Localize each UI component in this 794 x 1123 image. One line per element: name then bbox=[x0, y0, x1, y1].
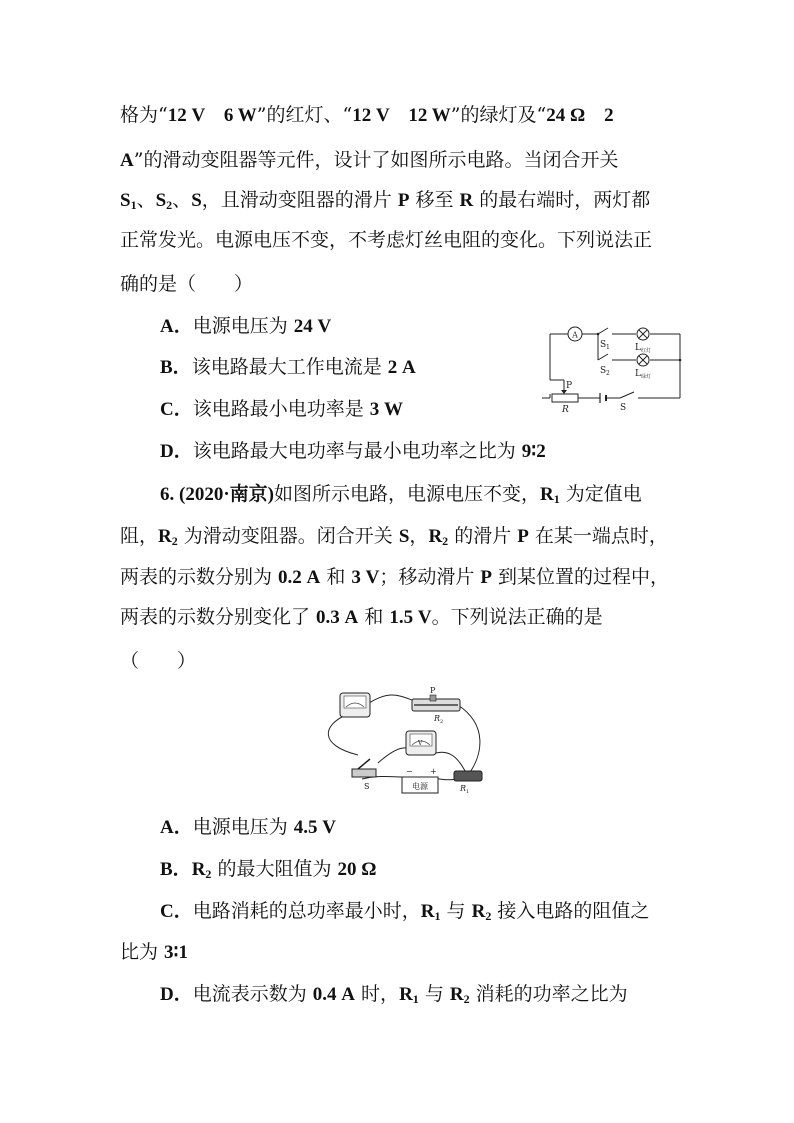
option-text: 的最大阻值为 bbox=[211, 858, 338, 880]
option-label: B． bbox=[160, 859, 192, 880]
q6-option-c[interactable] bbox=[160, 897, 649, 926]
symbol: R bbox=[471, 901, 486, 922]
text: ”的红灯、“ bbox=[256, 104, 353, 126]
symbol: R bbox=[459, 190, 474, 211]
q5-option-a[interactable] bbox=[160, 312, 331, 341]
q6-line-3 bbox=[120, 563, 669, 592]
option-text: 该电路最大工作电流是 bbox=[191, 356, 388, 378]
switch-s-label: S bbox=[620, 403, 627, 413]
text: 接入电路的阻值之 bbox=[491, 900, 650, 922]
text: 。下列说法正确的是 bbox=[431, 606, 603, 628]
q5-line-1 bbox=[120, 101, 614, 130]
text: 的最右端时，两灯都 bbox=[473, 189, 651, 211]
symbol: R bbox=[428, 526, 443, 547]
red-lamp-rating: 12 V 6 W bbox=[167, 105, 257, 126]
text: 格为“ bbox=[120, 104, 168, 126]
option-text: 电流表示数为 bbox=[192, 983, 313, 1005]
unit: A bbox=[120, 150, 134, 171]
option-label: A． bbox=[160, 817, 193, 838]
green-lamp-rating: 12 V 12 W bbox=[352, 105, 451, 126]
subscript: 2 bbox=[205, 867, 212, 881]
subscript: 2 bbox=[442, 534, 449, 548]
green-lamp-label: L bbox=[635, 369, 641, 379]
q6-option-b[interactable] bbox=[160, 855, 376, 884]
subscript: 1 bbox=[130, 198, 137, 212]
switch-s2-sub: 2 bbox=[606, 370, 610, 377]
q6-line-4 bbox=[120, 603, 603, 632]
text: 阻， bbox=[120, 525, 159, 547]
option-text: 该电路最大电功率与最小电功率之比为 bbox=[192, 440, 522, 462]
text: 、 bbox=[172, 189, 192, 211]
slider-p-label: P bbox=[566, 381, 573, 391]
slider-p-label: P bbox=[430, 686, 436, 695]
option-text: 电源电压为 bbox=[192, 816, 294, 838]
option-text: 电源电压为 bbox=[192, 315, 294, 337]
symbol: P bbox=[480, 567, 493, 588]
subscript: 1 bbox=[412, 992, 419, 1006]
value: 1.5 V bbox=[389, 607, 432, 628]
text: 比为 bbox=[120, 941, 165, 963]
text: 为定值电 bbox=[559, 483, 642, 505]
option-text: 该电路最小电功率是 bbox=[192, 398, 370, 420]
rheostat-r-label: R bbox=[562, 405, 569, 414]
circuit-diagram-q5 bbox=[540, 322, 690, 414]
r2-sub: 2 bbox=[440, 719, 444, 725]
value: 0.2 A bbox=[278, 567, 321, 588]
option-value: 0.4 A bbox=[312, 984, 356, 1005]
q6-option-a[interactable] bbox=[160, 813, 336, 842]
text: 和 bbox=[358, 606, 390, 628]
q5-line-3 bbox=[120, 186, 650, 215]
text: ，且滑动变阻器的滑片 bbox=[201, 189, 398, 211]
symbol: R bbox=[449, 984, 464, 1005]
text: 消耗的功率之比为 bbox=[469, 983, 628, 1005]
option-label: C． bbox=[160, 901, 193, 922]
option-label: C． bbox=[160, 399, 193, 420]
q6-line-1 bbox=[160, 480, 642, 509]
option-value: 24 V bbox=[293, 316, 332, 337]
symbol: P bbox=[517, 526, 529, 547]
q5-line-5: 确的是（ ） bbox=[120, 273, 254, 295]
q5-option-b[interactable] bbox=[160, 353, 416, 382]
text: 移至 bbox=[409, 189, 460, 211]
subscript: 2 bbox=[463, 992, 470, 1006]
option-value: 2 A bbox=[387, 357, 416, 378]
r2-label: R bbox=[434, 714, 441, 723]
text: 两表的示数分别变化了 bbox=[120, 606, 317, 628]
symbol: S bbox=[120, 190, 131, 211]
symbol: S bbox=[398, 526, 410, 547]
subscript: 1 bbox=[553, 492, 560, 506]
symbol: R bbox=[158, 526, 172, 547]
text: 的滑片 bbox=[448, 525, 518, 547]
red-lamp-label: L bbox=[635, 343, 641, 353]
ammeter-label: A bbox=[572, 330, 578, 340]
symbol: S bbox=[155, 190, 167, 211]
question-number-source: 6. (2020·南京) bbox=[160, 484, 274, 505]
red-lamp-sub: 红灯 bbox=[641, 348, 652, 354]
subscript: 2 bbox=[485, 909, 492, 923]
q5-option-c[interactable] bbox=[160, 395, 403, 424]
switch-s-label: S bbox=[364, 782, 370, 791]
switch-s1-sub: 1 bbox=[606, 344, 610, 351]
symbol: P bbox=[397, 190, 410, 211]
symbol: R bbox=[399, 984, 413, 1005]
text: ， bbox=[409, 525, 429, 547]
subscript: 1 bbox=[434, 909, 441, 923]
switch-s2-label: S bbox=[600, 366, 607, 376]
q6-option-d[interactable] bbox=[160, 980, 628, 1009]
subscript: 2 bbox=[171, 534, 178, 548]
symbol: R bbox=[420, 901, 435, 922]
option-label: D． bbox=[160, 441, 193, 462]
q5-line-4: 正常发光。电源电压不变，不考虑灯丝电阻的变化。下列说法正 bbox=[120, 229, 653, 251]
option-label: B． bbox=[160, 357, 192, 378]
text: 、 bbox=[136, 189, 156, 211]
option-value: 9∶2 bbox=[521, 441, 546, 462]
symbol: R bbox=[540, 484, 554, 505]
rheostat-rating: 24 Ω 2 bbox=[546, 105, 614, 126]
text: 与 bbox=[418, 983, 450, 1005]
symbol: S bbox=[191, 190, 202, 211]
voltmeter-label: V bbox=[418, 740, 423, 747]
text: 两表的示数分别为 bbox=[120, 566, 279, 588]
text: 在某一端点时， bbox=[528, 525, 668, 547]
text: ；移动滑片 bbox=[379, 566, 481, 588]
option-value: 20 Ω bbox=[337, 859, 377, 880]
text: 与 bbox=[440, 900, 472, 922]
text: 到某位置的过程中， bbox=[492, 566, 670, 588]
circuit-photo-illustration-q6 bbox=[318, 685, 486, 795]
text: ”的绿灯及“ bbox=[450, 104, 547, 126]
text: ”的滑动变阻器等元件，设计了如图所示电路。当闭合开关 bbox=[133, 149, 619, 171]
switch-s1-label: S bbox=[600, 340, 607, 350]
option-value: 3 W bbox=[369, 399, 404, 420]
green-lamp-sub: 绿灯 bbox=[641, 374, 652, 380]
option-label: A． bbox=[160, 316, 193, 337]
value: 3 V bbox=[351, 567, 380, 588]
r1-sub: 1 bbox=[466, 789, 470, 795]
text: 如图所示电路，电源电压不变， bbox=[274, 483, 541, 505]
q5-option-d[interactable] bbox=[160, 437, 546, 466]
option-label: D． bbox=[160, 984, 193, 1005]
q6-line-5: （ ） bbox=[120, 650, 197, 672]
text: 时， bbox=[355, 983, 400, 1005]
symbol: R bbox=[191, 859, 206, 880]
text: 为滑动变阻器。闭合开关 bbox=[177, 525, 399, 547]
battery-label: 电源 bbox=[412, 782, 428, 791]
battery-minus: − bbox=[406, 767, 413, 776]
text: 和 bbox=[320, 566, 352, 588]
q6-option-c-cont bbox=[120, 938, 188, 967]
subscript: 2 bbox=[166, 198, 173, 212]
battery-plus: + bbox=[430, 767, 437, 776]
option-value: 3∶1 bbox=[164, 942, 188, 963]
q6-line-2 bbox=[120, 522, 668, 551]
q5-line-2 bbox=[120, 146, 618, 175]
option-text: 电路消耗的总功率最小时， bbox=[192, 900, 421, 922]
r1-label: R bbox=[460, 784, 467, 793]
value: 0.3 A bbox=[316, 607, 359, 628]
option-value: 4.5 V bbox=[293, 817, 337, 838]
